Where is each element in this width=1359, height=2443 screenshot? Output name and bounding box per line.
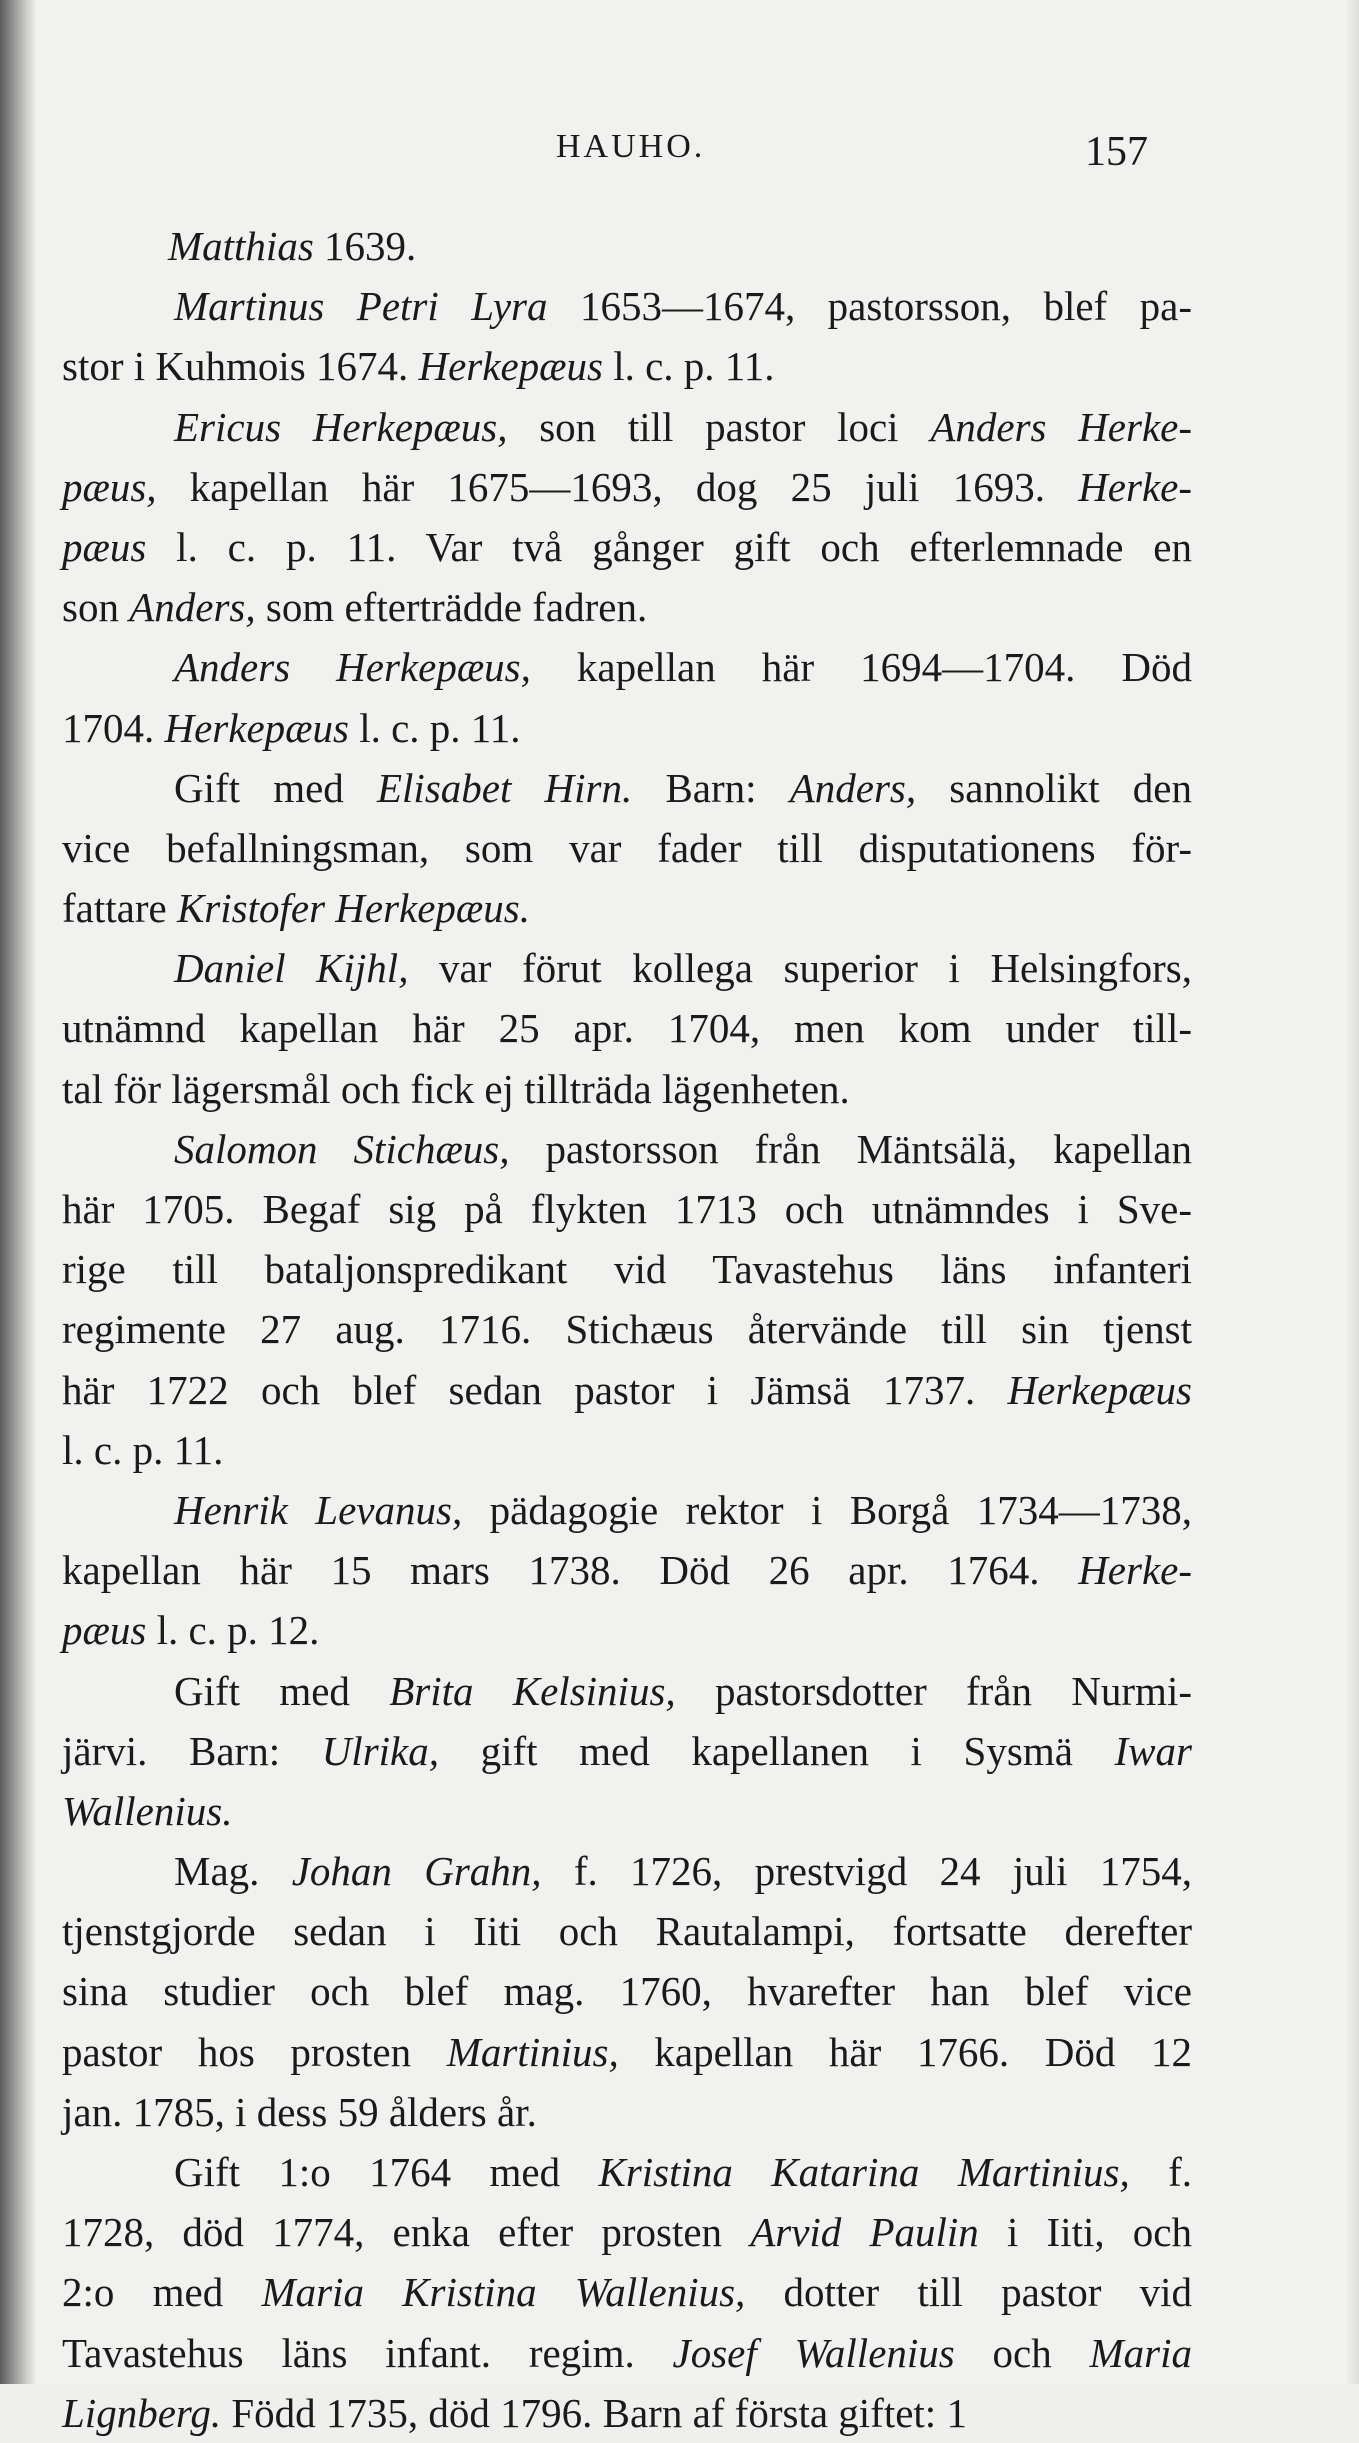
text-line — [62, 2202, 1192, 2262]
italic-run: Martinus Petri Lyra — [174, 283, 548, 330]
text-line — [62, 1540, 1192, 1600]
text-run: jan. 1785, i dess 59 ålders år. — [62, 2088, 537, 2135]
italic-run: pæus — [62, 523, 147, 570]
italic-run: Ericus Herkepæus, — [174, 403, 508, 450]
text-line — [62, 998, 1192, 1058]
text-run: f. — [1129, 2149, 1192, 2195]
text-run: Barn: — [632, 764, 790, 811]
text-run: dotter till pastor vid — [745, 2269, 1192, 2316]
text-run: var förut kollega superior i Helsingfors, — [408, 945, 1193, 992]
text-line — [62, 2383, 1192, 2443]
text-line — [62, 637, 1192, 697]
italic-run: Johan Grahn, — [291, 1848, 542, 1895]
text-line — [62, 818, 1192, 878]
text-line — [62, 2323, 1192, 2383]
italic-run: Herkepæus — [418, 343, 603, 390]
italic-run: Anders Herke- — [930, 403, 1193, 450]
text-line — [62, 517, 1192, 577]
paragraph — [62, 216, 1192, 276]
italic-run: Josef Wallenius — [672, 2329, 955, 2376]
italic-run: Anders Herkepæus, — [174, 644, 531, 691]
text-run: pädagogie rektor i Borgå 1734—1738, — [462, 1486, 1192, 1533]
text-line — [62, 1600, 1192, 1660]
text-line — [62, 1239, 1192, 1299]
text-run: i Iiti, och — [978, 2209, 1192, 2256]
text-run: tjenstgjorde sedan i Iiti och Rautalampi, fortsatte derefter — [62, 1908, 1192, 1955]
paragraph — [62, 758, 1192, 939]
text-run: stor i Kuhmois 1674. — [62, 343, 419, 390]
text-line — [62, 758, 1192, 818]
text-line — [62, 397, 1192, 457]
text-line — [62, 1299, 1192, 1359]
text-run: pastorsdotter från Nurmi- — [675, 1667, 1192, 1714]
paragraph — [62, 1119, 1192, 1480]
paragraph — [62, 1841, 1192, 2142]
text-line — [62, 1360, 1192, 1420]
text-line — [62, 336, 1192, 396]
text-run: kapellan här 15 mars 1738. Död 26 apr. 1764. — [62, 1547, 1079, 1594]
italic-run: Wallenius. — [62, 1787, 233, 1834]
italic-run: Matthias — [168, 223, 314, 269]
text-run: sannolikt den — [916, 764, 1193, 811]
text-run: kapellan här 1694—1704. Död — [530, 644, 1192, 691]
text-line — [62, 1901, 1192, 1961]
italic-run: pæus, — [62, 463, 157, 510]
text-run: här 1705. Begaf sig på flykten 1713 och utnämndes i Sve- — [62, 1186, 1192, 1232]
italic-run: Herkepæus — [164, 704, 349, 751]
text-run: vice befallningsman, som var fader till disputationens för- — [62, 824, 1192, 871]
text-line — [62, 878, 1192, 938]
text-line — [62, 216, 1192, 276]
paragraph — [62, 1661, 1192, 1842]
italic-run: Herke- — [1078, 1547, 1192, 1594]
paragraph — [62, 276, 1192, 396]
text-line — [62, 2082, 1192, 2142]
text-line — [62, 1781, 1192, 1841]
text-line — [62, 457, 1192, 517]
text-run: som efterträdde fadren. — [255, 584, 648, 631]
italic-run: Anders, — [129, 584, 256, 631]
text-line — [62, 938, 1192, 998]
paragraph — [62, 637, 1192, 757]
text-line — [62, 1420, 1192, 1480]
text-run: Gift med — [174, 1667, 390, 1714]
text-run: l. c. p. 11. — [348, 704, 521, 751]
text-run: 1653—1674, pastorsson, blef pa- — [547, 283, 1193, 330]
body-text — [62, 216, 1192, 2443]
text-line — [62, 276, 1192, 336]
italic-run: Kristofer Herkepæus. — [176, 885, 530, 932]
text-run: 1728, död 1774, enka efter prosten — [62, 2209, 751, 2256]
text-line — [62, 2022, 1192, 2082]
text-line — [62, 1059, 1192, 1119]
italic-run: Herke- — [1078, 463, 1192, 510]
text-run: l. c. p. 11. — [62, 1426, 224, 1473]
italic-run: Daniel Kijhl, — [174, 945, 409, 992]
text-line — [62, 577, 1192, 637]
italic-run: Brita Kelsinius, — [389, 1667, 676, 1714]
text-run: regimente 27 aug. 1716. Stichæus återvände till sin tjenst — [62, 1306, 1192, 1353]
text-run: fattare — [62, 885, 177, 932]
text-run: tal för lägersmål och fick ej tillträda lägenheten. — [62, 1065, 850, 1112]
italic-run: Ulrika, — [321, 1727, 439, 1774]
text-line — [62, 1841, 1192, 1901]
text-run: Gift 1:o 1764 med — [174, 2149, 599, 2195]
italic-run: pæus — [62, 1607, 147, 1654]
text-run: rige till bataljonspredikant vid Tavastehus läns infanteri — [62, 1246, 1192, 1293]
text-line — [62, 1961, 1192, 2021]
text-run: här 1722 och blef sedan pastor i Jämsä 1737. — [62, 1366, 1008, 1413]
text-line — [62, 1721, 1192, 1781]
italic-run: Maria — [1089, 2329, 1193, 2376]
text-run: kapellan här 1675—1693, dog 25 juli 1693. — [156, 463, 1079, 510]
text-run: pastor hos prosten — [62, 2028, 447, 2075]
paragraph — [62, 2142, 1192, 2443]
book-spine-shadow — [0, 0, 36, 2384]
italic-run: Anders, — [789, 764, 917, 811]
text-run: f. 1726, prestvigd 24 juli 1754, — [541, 1848, 1193, 1895]
italic-run: Iwar — [1114, 1727, 1192, 1774]
italic-run: Lignberg. — [62, 2389, 222, 2436]
text-run: son till pastor loci — [507, 403, 931, 450]
italic-run: Kristina Katarina Martinius, — [598, 2149, 1130, 2195]
text-run: l. c. p. 11. Var två gånger gift och efterlemnade en — [146, 523, 1192, 570]
italic-run: Salomon Stichæus, — [174, 1125, 510, 1172]
italic-run: Arvid Paulin — [750, 2209, 979, 2256]
text-run: 2:o med — [62, 2269, 262, 2316]
text-run: Mag. — [174, 1848, 292, 1895]
text-run: 1639. — [313, 223, 417, 269]
page-edge — [1345, 0, 1359, 2384]
text-run: sina studier och blef mag. 1760, hvarefter han blef vice — [62, 1968, 1192, 2015]
text-run: gift med kapellanen i Sysmä — [439, 1727, 1115, 1774]
text-line — [62, 1480, 1192, 1540]
text-line — [62, 2142, 1192, 2202]
italic-run: Henrik Levanus, — [174, 1486, 463, 1533]
italic-run: Herkepæus — [1007, 1366, 1192, 1413]
italic-run: Martinius, — [446, 2028, 619, 2075]
paragraph — [62, 1480, 1192, 1661]
text-run: Tavastehus läns infant. regim. — [62, 2329, 673, 2376]
italic-run: Maria Kristina Wallenius, — [261, 2269, 746, 2316]
text-run: Gift med — [174, 764, 377, 811]
text-run: järvi. Barn: — [62, 1727, 322, 1774]
text-line — [62, 1661, 1192, 1721]
italic-run: Elisabet Hirn. — [377, 764, 633, 811]
text-run: l. c. p. 11. — [602, 343, 775, 390]
text-run: son — [62, 584, 130, 631]
text-line — [62, 698, 1192, 758]
paragraph — [62, 397, 1192, 638]
text-run: och — [954, 2329, 1090, 2376]
paragraph — [62, 938, 1192, 1119]
running-title: HAUHO. — [556, 128, 706, 165]
text-line — [62, 2262, 1192, 2322]
text-run: 1704. — [62, 704, 165, 751]
text-line — [62, 1179, 1192, 1239]
text-line — [62, 1119, 1192, 1179]
text-run: utnämnd kapellan här 25 apr. 1704, men kom under till- — [62, 1005, 1192, 1052]
text-run: l. c. p. 12. — [146, 1607, 320, 1654]
text-run: kapellan här 1766. Död 12 — [618, 2028, 1192, 2075]
text-run: pastorsson från Mäntsälä, kapellan — [509, 1125, 1192, 1172]
text-run: Född 1735, död 1796. Barn af första giftet: 1 — [221, 2389, 967, 2436]
page-number: 157 — [1085, 129, 1148, 175]
